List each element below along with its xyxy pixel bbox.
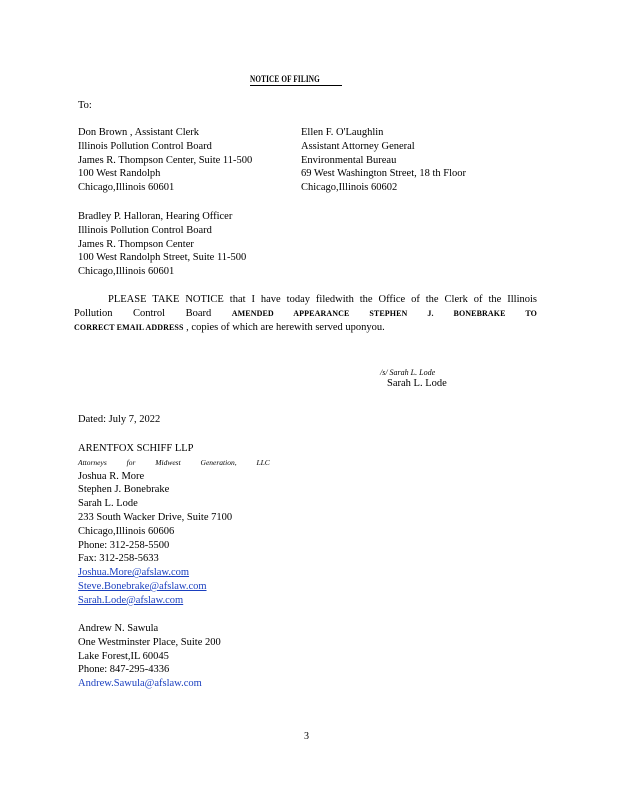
recipient-line: Assistant Attorney General — [301, 140, 415, 152]
email-link-lode[interactable]: Sarah.Lode@afslaw.com — [78, 594, 184, 606]
recipient-line: Ellen F. O'Laughlin — [301, 127, 384, 138]
notice-paragraph — [74, 293, 537, 335]
notice-line-3 — [74, 321, 537, 335]
notice-line-3-end: , copies of which are herewith served uponyou. — [183, 322, 385, 333]
recipient-line: 100 West Randolph Street, Suite 11-500 — [78, 252, 247, 264]
notice-line-2-start: Pollution Control Board — [74, 308, 212, 319]
signature-block — [380, 368, 447, 389]
firm-line: Stephen J. Bonebrake — [78, 484, 170, 496]
sawula-line: Lake Forest,IL 60045 — [78, 650, 169, 662]
notice-line-2-caps: AMENDED APPEARANCE STEPHEN J. BONEBRAKE TO — [231, 309, 537, 318]
firm-name: ARENTFOX SCHIFF LLP — [78, 443, 194, 454]
notice-line-1: PLEASE TAKE NOTICE that I have today filedwith the Office of the Clerk of the Illinois — [108, 294, 537, 305]
signer-name: Sarah L. Lode — [387, 378, 447, 389]
document-title: NOTICE OF FILING — [250, 74, 342, 86]
recipient-block-attorney-general — [301, 126, 466, 195]
firm-block — [78, 442, 270, 608]
firm-line: Phone: 312-258-5500 — [78, 539, 170, 551]
recipient-line: James R. Thompson Center, Suite 11-500 — [78, 154, 253, 166]
notice-line-3-caps: CORRECT EMAIL ADDRESS — [74, 323, 184, 332]
email-link-sawula[interactable]: Andrew.Sawula@afslaw.com — [78, 678, 202, 690]
recipient-line: Chicago,Illinois 60601 — [78, 182, 175, 194]
recipient-line: Environmental Bureau — [301, 154, 397, 166]
recipient-line: Illinois Pollution Control Board — [78, 224, 212, 236]
recipient-line: Chicago,Illinois 60601 — [78, 266, 175, 278]
recipient-line: Bradley P. Halloran, Hearing Officer — [78, 211, 233, 222]
recipient-line: James R. Thompson Center — [78, 238, 194, 250]
recipient-block-hearing-officer — [78, 210, 246, 279]
recipient-line: 100 West Randolph — [78, 168, 161, 180]
sawula-line: Andrew N. Sawula — [78, 623, 159, 634]
sawula-line: Phone: 847-295-4336 — [78, 664, 170, 676]
notice-line-2 — [74, 308, 537, 319]
recipient-line: Illinois Pollution Control Board — [78, 140, 212, 152]
firm-line: Fax: 312-258-5633 — [78, 553, 159, 565]
attorneys-for-line: Attorneys for Midwest Generation, LLC — [78, 457, 270, 467]
firm-line: Sarah L. Lode — [78, 498, 138, 510]
to-label: To: — [78, 100, 92, 111]
recipient-line: 69 West Washington Street, 18 th Floor — [301, 168, 467, 180]
email-link-bonebrake[interactable]: Steve.Bonebrake@afslaw.com — [78, 580, 207, 592]
recipient-line: Chicago,Illinois 60602 — [301, 182, 398, 194]
page-number: 3 — [304, 731, 309, 742]
recipient-block-clerk — [78, 126, 252, 195]
sawula-line: One Westminster Place, Suite 200 — [78, 636, 221, 648]
electronic-signature: /s/ Sarah L. Lode — [380, 368, 436, 377]
firm-line: Joshua R. More — [78, 470, 145, 482]
recipient-line: Don Brown , Assistant Clerk — [78, 127, 200, 138]
sawula-block — [78, 622, 221, 691]
firm-line: 233 South Wacker Drive, Suite 7100 — [78, 511, 233, 523]
dated-line: Dated: July 7, 2022 — [78, 414, 161, 425]
firm-line: Chicago,Illinois 60606 — [78, 525, 175, 537]
email-link-more[interactable]: Joshua.More@afslaw.com — [78, 567, 190, 579]
